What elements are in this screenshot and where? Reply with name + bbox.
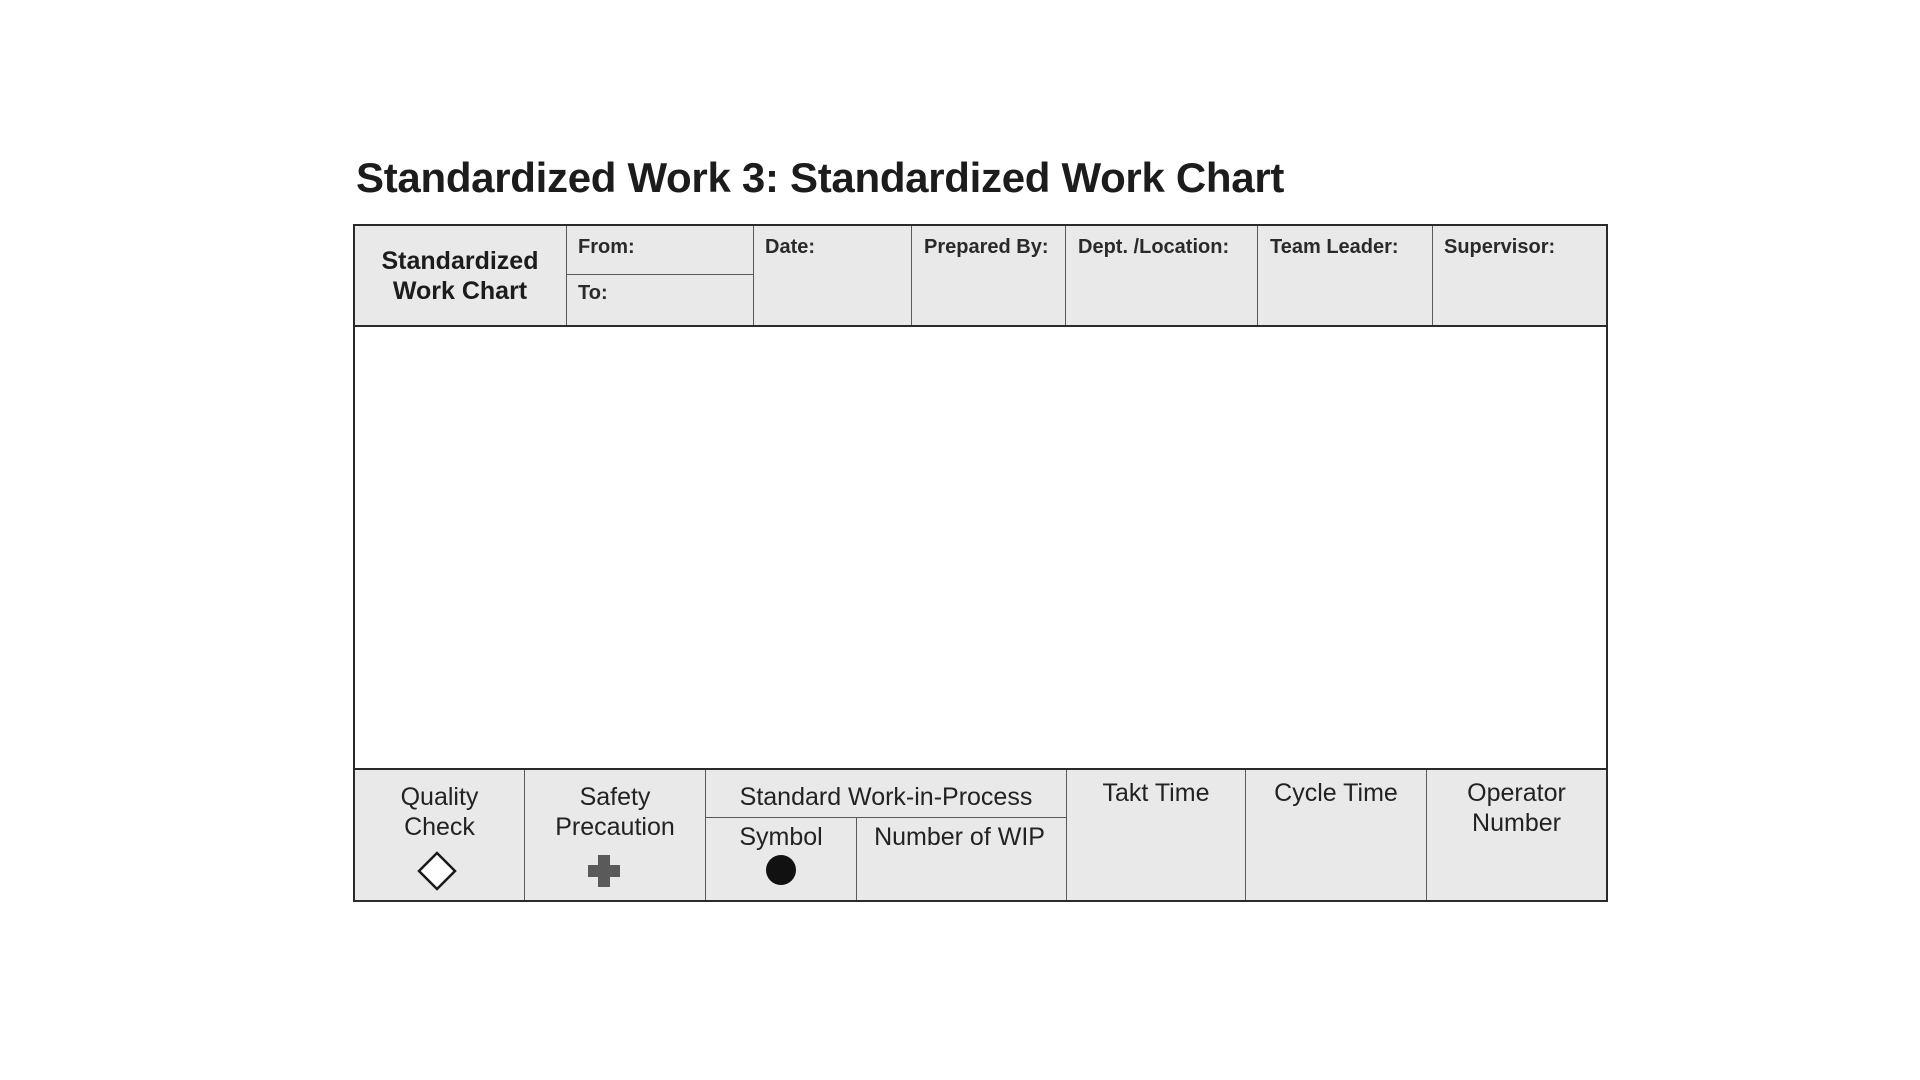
chart-label [355, 246, 565, 306]
team-leader-field[interactable]: Team Leader: [1270, 236, 1399, 258]
footer-divider [524, 770, 525, 900]
number-of-wip-label: Number of WIP [874, 823, 1045, 851]
header-divider [1065, 226, 1066, 325]
prepared-by-field[interactable]: Prepared By: [924, 236, 1049, 258]
quality-check-label: Quality Check [400, 783, 479, 841]
footer-divider [1426, 770, 1427, 900]
cycle-time-label: Cycle Time [1274, 779, 1398, 807]
standard-wip-label: Standard Work-in-Process [739, 783, 1033, 811]
chart-label-line1: Standardized [381, 247, 539, 275]
dept-location-field[interactable]: Dept. /Location: [1078, 236, 1230, 258]
chart-label-line2: Work Chart [392, 277, 528, 305]
footer-divider [1245, 770, 1246, 900]
supervisor-field[interactable]: Supervisor: [1444, 236, 1556, 258]
safety-plus-icon [586, 853, 622, 889]
standardized-work-chart-form [353, 224, 1608, 902]
header-divider [753, 226, 754, 325]
footer-divider [856, 817, 857, 900]
header-divider [1432, 226, 1433, 325]
operator-number-label: Operator Number [1467, 779, 1566, 837]
date-field[interactable]: Date: [765, 236, 816, 258]
quality-check-diamond-icon [417, 851, 457, 891]
to-field[interactable]: To: [578, 282, 608, 304]
page-title: Standardized Work 3: Standardized Work Chart [356, 154, 1285, 201]
symbol-label: Symbol [739, 823, 823, 851]
chart-drawing-area[interactable] [355, 327, 1606, 768]
header-divider [566, 226, 567, 325]
footer-divider [1066, 770, 1067, 900]
safety-precaution-label: Safety Precaution [555, 783, 675, 841]
header-divider [1257, 226, 1258, 325]
wip-divider [706, 817, 1066, 818]
takt-time-label: Takt Time [1102, 779, 1210, 807]
from-to-divider [566, 274, 753, 275]
footer-divider [705, 770, 706, 900]
from-field[interactable]: From: [578, 236, 635, 258]
header-divider [911, 226, 912, 325]
wip-symbol-circle-icon [765, 854, 797, 886]
